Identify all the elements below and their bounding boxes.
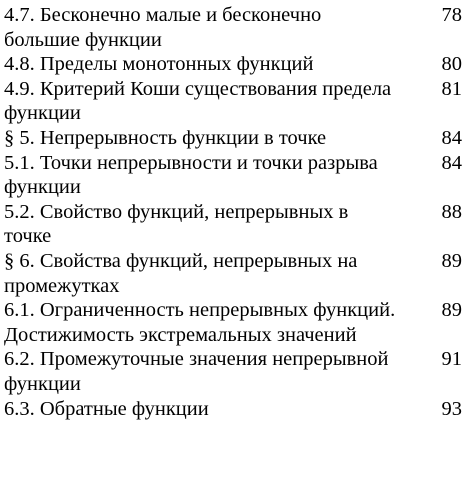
toc-entry-6-2[interactable] (4, 347, 466, 396)
toc-entry-page: 80 (441, 53, 462, 76)
toc-entry-title: 6.2. Промежуточные значения непрерывной функции (4, 348, 389, 395)
toc-entry-4-7[interactable] (4, 3, 466, 52)
toc-entry-page: 89 (441, 299, 462, 322)
toc-entry-6-1[interactable] (4, 298, 466, 347)
toc-entry-section-5[interactable] (4, 126, 466, 151)
toc-entry-page: 81 (441, 77, 462, 100)
toc-entry-6-3[interactable] (4, 397, 466, 422)
toc-entry-title: 5.2. Свойство функций, непрерывных в точке (4, 200, 349, 248)
toc-entry-title: 4.9. Критерий Коши существования предела функции (4, 77, 392, 125)
toc-entry-title: § 6. Свойства функций, непрерывных на промежутках (4, 249, 358, 297)
toc-entry-page: 78 (441, 4, 462, 26)
toc-entry-title: 6.3. Обратные функции (4, 397, 209, 420)
toc-entry-title: 5.1. Точки непрерывности и точки разрыва функции (4, 151, 378, 199)
toc-entry-4-9[interactable] (4, 77, 466, 126)
toc-entry-4-8[interactable] (4, 52, 466, 77)
toc-entry-page: 84 (441, 126, 462, 149)
toc-entry-page: 93 (441, 397, 462, 420)
toc-entry-title: 4.7. Бесконечно малые и бесконечно большие функции (4, 4, 322, 51)
toc-entry-page: 88 (441, 200, 462, 223)
table-of-contents (4, 3, 466, 421)
toc-entry-title: 4.8. Пределы монотонных функций (4, 53, 314, 76)
toc-entry-page: 91 (441, 348, 462, 371)
toc-entry-section-6[interactable] (4, 249, 466, 298)
toc-entry-title: § 5. Непрерывность функции в точке (4, 126, 327, 149)
toc-entry-page: 89 (441, 249, 462, 272)
toc-entry-5-2[interactable] (4, 200, 466, 249)
toc-entry-page: 84 (441, 151, 462, 174)
toc-entry-title: 6.1. Ограниченность непрерывных функций. Достижимость экстремальных значений (4, 299, 396, 346)
toc-entry-5-1[interactable] (4, 151, 466, 200)
